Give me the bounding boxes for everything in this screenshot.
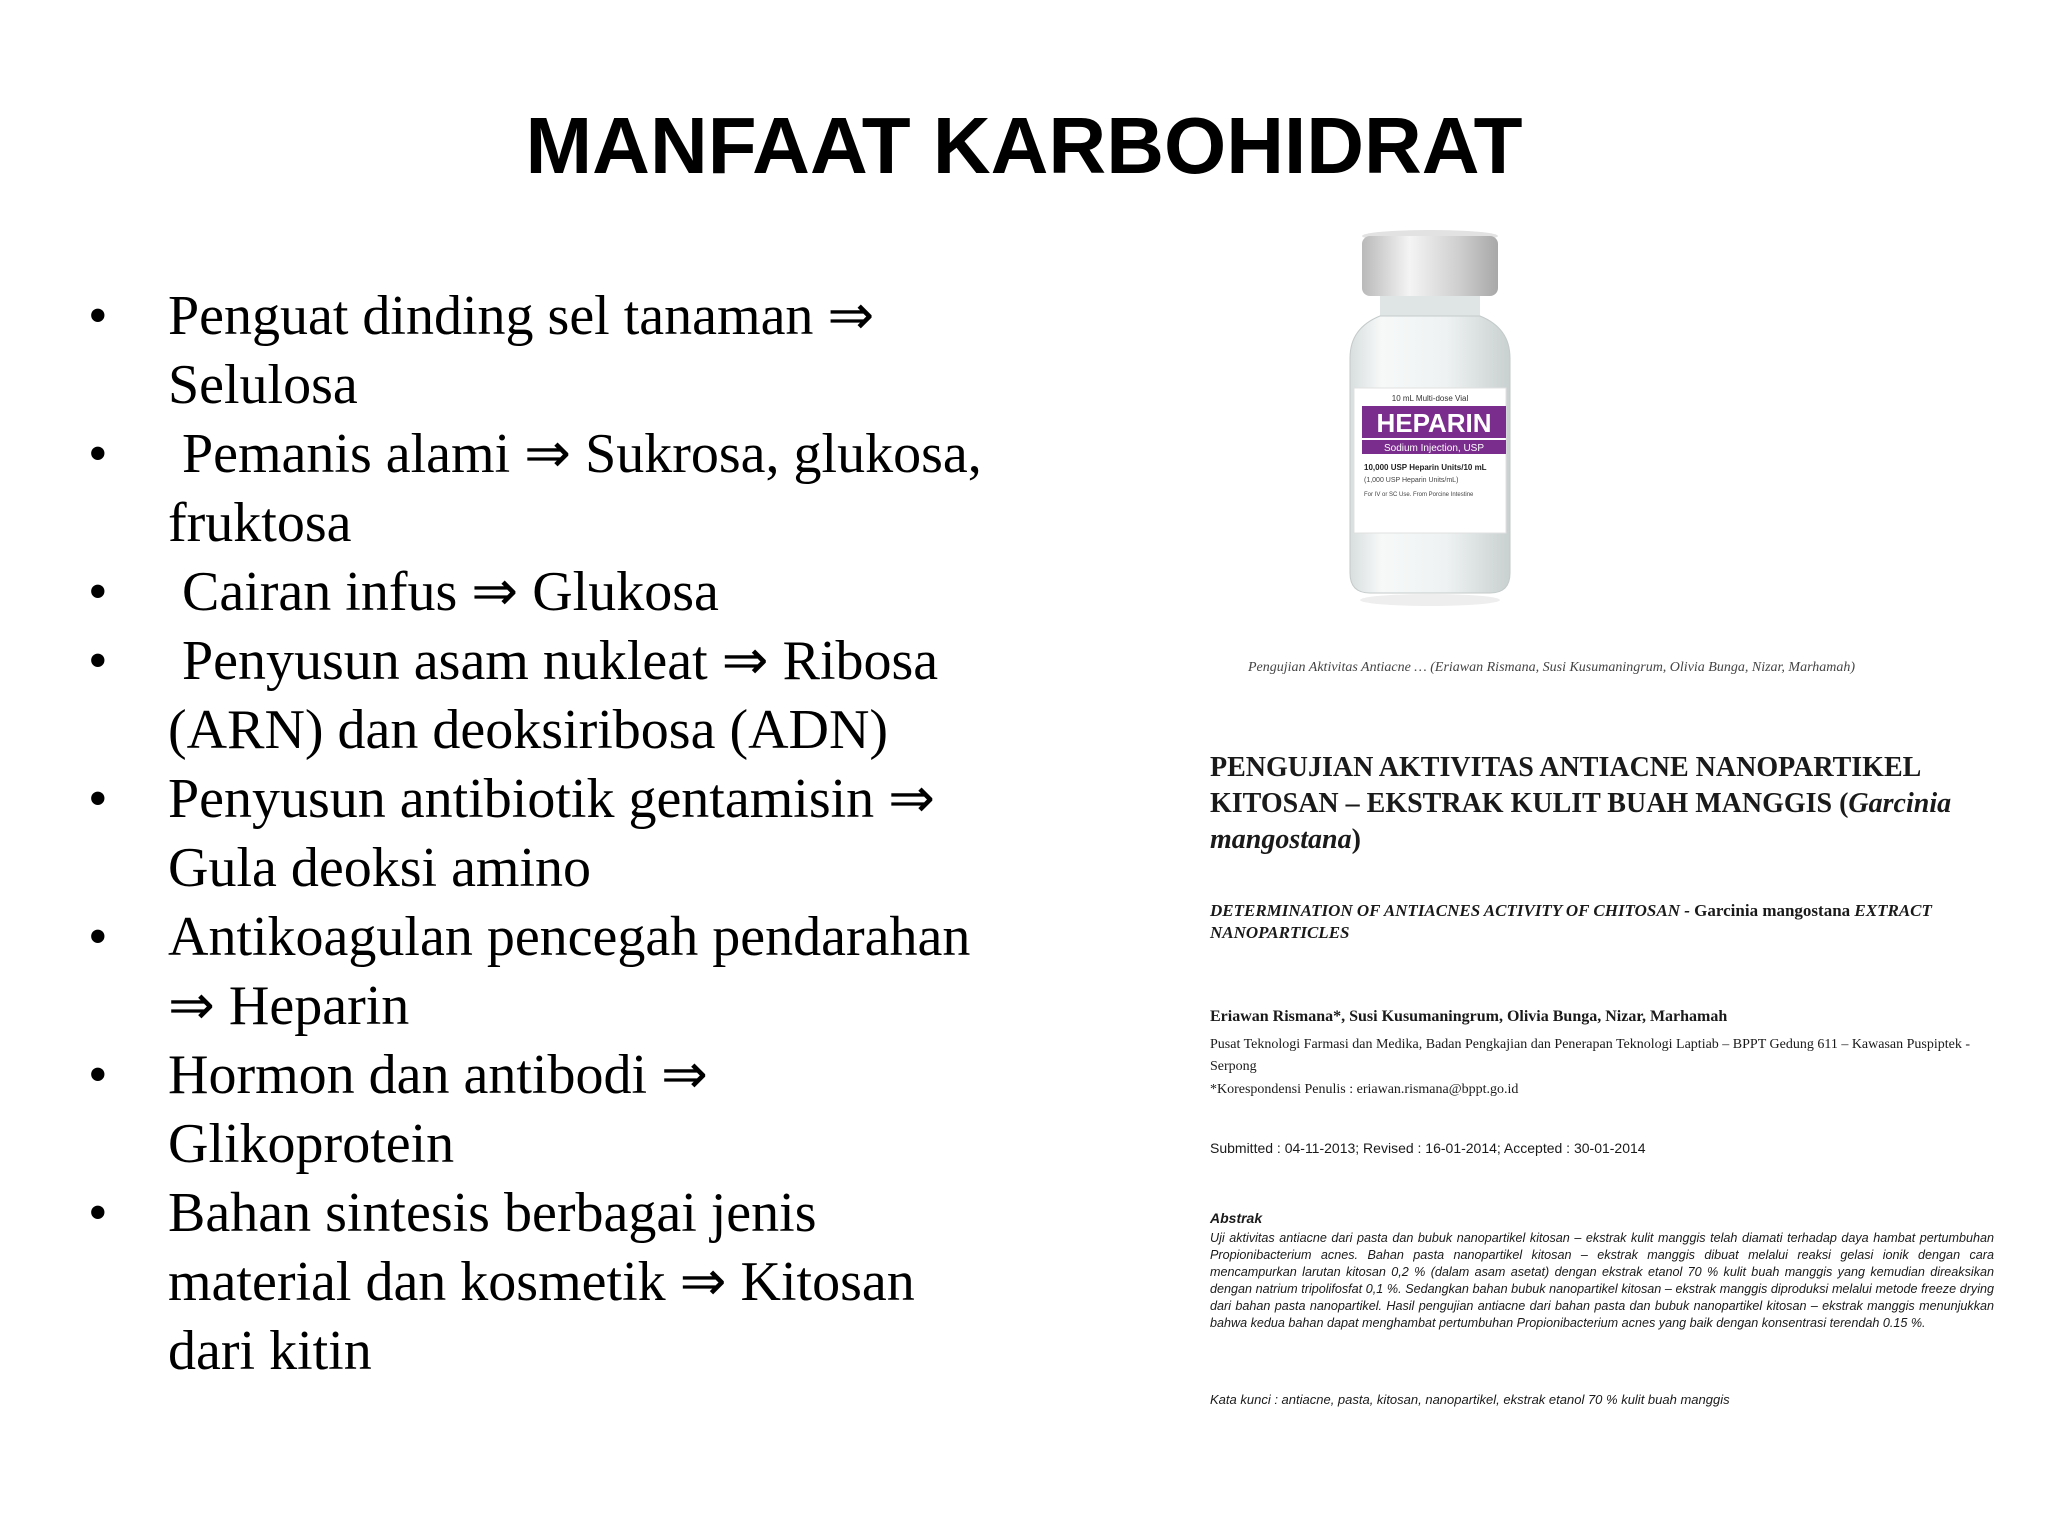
english-title-species: Garcinia mangostana [1694,901,1851,920]
bullet-line: ⇒ Heparin [168,975,410,1037]
bullet-line: Glikoprotein [168,1113,455,1175]
abstract-heading: Abstrak [1210,1210,1263,1226]
bullet-line: Selulosa [168,354,358,416]
bullet-item [88,765,1148,903]
article-title [1210,750,2000,858]
bullet-line: Cairan infus ⇒ Glukosa [168,561,719,623]
heparin-vial-image [1340,228,1520,608]
bullet-item [88,420,1148,558]
bullet-marker: • [88,561,108,623]
bullet-line: Bahan sintesis berbagai jenis [168,1182,817,1244]
bullet-item [88,1041,1148,1179]
bullet-marker: • [88,630,108,692]
article-title-species: Garcinia mangostana [1210,788,1952,855]
authors: Eriawan Rismana*, Susi Kusumaningrum, Olivia Bunga, Nizar, Marhamah [1210,1008,1728,1025]
vial-cap [1362,236,1498,296]
bullet-marker: • [88,906,108,968]
vial-line3: For IV or SC Use. From Porcine Intestine [1364,492,1474,498]
abstract-text: Uji aktivitas antiacne dari pasta dan bubuk nanopartikel kitosan – ekstrak kulit manggis telah diamati terhadap daya hambat pertumbuhan Propionibacterium acnes. Bahan pasta nanopartikel kitosan – ekstrak manggis dibuat melalui reaksi gelasi ionik dengan cara mencampurkan larutan kitosan 0,2 % (dalam asam asetat) dengan ekstrak etanol 70 % kulit buah manggis yang kemudian direaksikan dengan natrium tripolifosfat 0,1 %. Sedangkan bahan bubuk nanopartikel kitosan – ekstrak manggis diproduksi melalui metode freeze drying dari bahan pasta nanopartikel. Hasil pengujian antiacne dari bahan pasta dan bubuk nanopartikel kitosan – ekstrak manggis menunjukkan bahwa kedua bahan dapat menghambat pertumbuhan Propionibacterium acnes yang baik dengan konsentrasi terendah 0.15 %. [1210,1231,1994,1330]
bullet-line: fruktosa [168,492,352,554]
keywords: Kata kunci : antiacne, pasta, kitosan, nanopartikel, ekstrak etanol 70 % kulit buah manggis [1210,1392,1730,1407]
english-title-part: DETERMINATION OF ANTIACNES ACTIVITY OF CHITOSAN - [1210,901,1695,920]
running-head: Pengujian Aktivitas Antiacne … (Eriawan Rismana, Susi Kusumaningrum, Olivia Bunga, Nizar, Marhamah) [1248,660,1856,675]
bullet-line: Penyusun asam nukleat ⇒ Ribosa [168,630,939,692]
article-title-end: ) [1351,824,1361,855]
bullet-item [88,903,1148,1041]
bullet-line: (ARN) dan deoksiribosa (ADN) [168,699,889,761]
bullet-line: Hormon dan antibodi ⇒ [168,1044,708,1106]
affiliation: Pusat Teknologi Farmasi dan Medika, Badan Pengkajian dan Penerapan Teknologi Laptiab – BPPT Gedung 611 – Kawasan Puspiptek - Serpong [1210,1037,1971,1074]
bullet-marker: • [88,285,108,347]
slide-title: MANFAAT KARBOHIDRAT [525,101,1523,190]
vial-neck [1380,296,1480,316]
vial-brand: HEPARIN [1376,408,1492,438]
bullet-marker: • [88,1182,108,1244]
bullet-line: Gula deoksi amino [168,837,592,899]
journal-article-image [1200,650,2000,1430]
vial-reflection [1360,594,1500,606]
vial-line1: 10,000 USP Heparin Units/10 mL [1364,463,1487,472]
bullet-list [88,282,1148,1386]
submission-dates: Submitted : 04-11-2013; Revised : 16-01-2014; Accepted : 30-01-2014 [1210,1140,1646,1156]
bullet-item [88,1179,1148,1386]
bullet-line: dari kitin [168,1320,372,1382]
article-title-main: PENGUJIAN AKTIVITAS ANTIACNE NANOPARTIKEL KITOSAN – EKSTRAK KULIT BUAH MANGGIS ( [1210,752,1920,819]
bullet-marker: • [88,1044,108,1106]
bullet-line: Penguat dinding sel tanaman ⇒ [168,285,875,347]
bullet-item [88,627,1148,765]
bullet-line: Penyusun antibiotik gentamisin ⇒ [168,768,936,830]
correspondence: *Korespondensi Penulis : eriawan.rismana@bppt.go.id [1210,1082,1519,1097]
vial-subtitle: Sodium Injection, USP [1383,443,1485,454]
bullet-marker: • [88,768,108,830]
english-title [1210,900,1990,944]
bullet-line: material dan kosmetik ⇒ Kitosan [168,1251,915,1313]
english-title-part: EXTRACT NANOPARTICLES [1210,901,1932,942]
bullet-item [88,558,1148,627]
vial-line2: (1,000 USP Heparin Units/mL) [1364,477,1459,484]
bullet-item [88,282,1148,420]
bullet-marker: • [88,423,108,485]
vial-top-text: 10 mL Multi-dose Vial [1391,394,1469,403]
bullet-line: Pemanis alami ⇒ Sukrosa, glukosa, [168,423,982,485]
bullet-line: Antikoagulan pencegah pendarahan [168,906,971,968]
